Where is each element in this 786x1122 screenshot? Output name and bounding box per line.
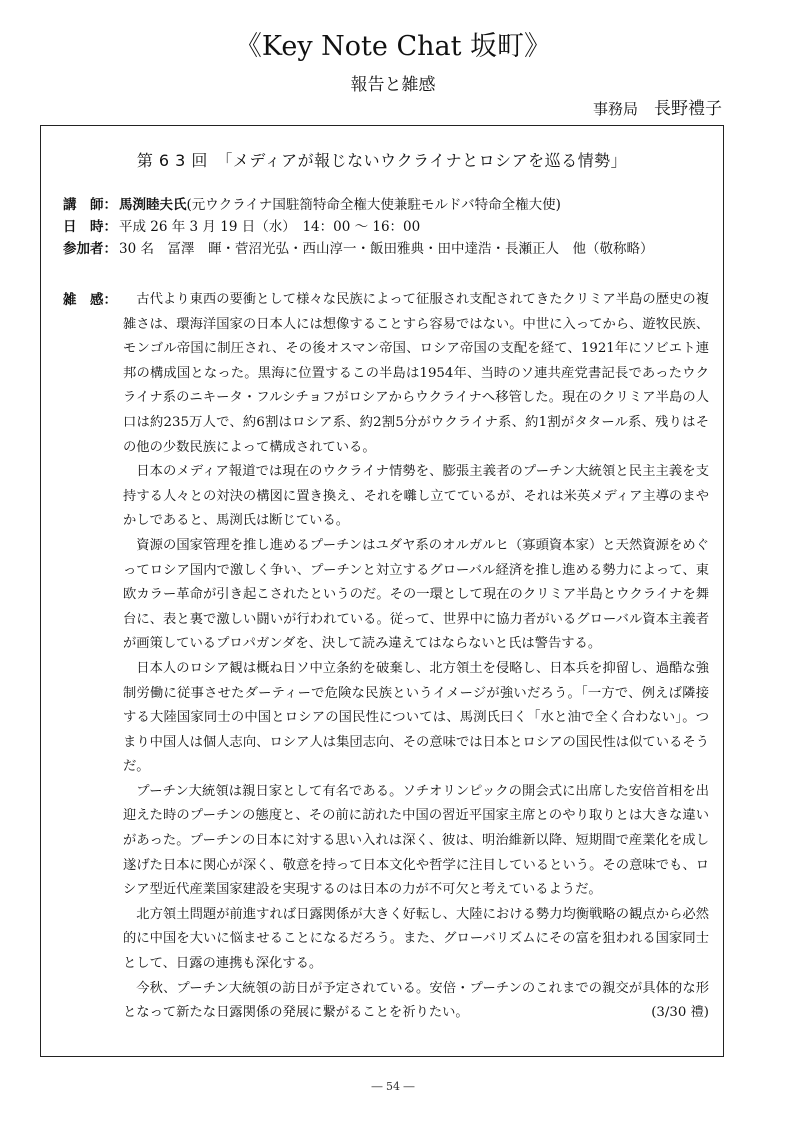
impressions-section (63, 288, 709, 1026)
lecturer-detail: (元ウクライナ国駐箚特命全権大使兼駐モルドバ特命全権大使) (186, 197, 561, 213)
paragraph: プーチン大統領は親日家として有名である。ソチオリンピックの開会式に出席した安倍首相を出迎えた時のプーチンの態度と、その前に訪れた中国の習近平国家主席とのやり取りとは大きな違いがあった。プーチンの日本に対する思い入れは深く、彼は、明治維新以降、短期間で産業化を成し遂げた日本に関心が深く、敬意を持って日本文化や哲学に注目しているという。その意味でも、ロシア型近代産業国家建設を実現するのは日本の力が不可欠と考えているようだ。 (123, 783, 709, 898)
info-section (63, 194, 709, 260)
paragraph: 古代より東西の要衝として様々な民族によって征服され支配されてきたクリミア半島の歴史の複雑さは、環海洋国家の日本人には想像することすら容易ではない。中世に入ってから、遊牧民族、モンゴル帝国に制圧され、その後オスマン帝国、ロシア帝国の支配を経て、1921年にソビエト連邦の構成国となった。黒海に位置するこの半島は1954年、当時のソ連共産党書記長であったウクライナ系のニキータ・フルシチョフがロシアからウクライナへ移管した。現在のクリミア半島の人口は約235万人で、約6割はロシア系、約2割5分がウクライナ系、約1割がタタール系、残りはその他の少数民族によって構成されている。 (123, 292, 709, 455)
report-title: 第 6 3 回 「メディアが報じないウクライナとロシアを巡る情勢」 (136, 151, 628, 170)
page-title: 《Key Note Chat 坂町》 (234, 31, 552, 62)
paragraph: 北方領土問題が前進すれば日露関係が大きく好転し、大陸における勢力均衡戦略の観点から必然的に中国を大いに悩ませることになるだろう。また、グローバリズムにその富を狙われる国家同士として、日露の連携も深化する。 (123, 906, 709, 972)
impressions-text (123, 288, 709, 1026)
paragraph: 日本人のロシア観は概ね日ソ中立条約を破棄し、北方領土を侵略し、日本兵を抑留し、過酷な強制労働に従事させたダーティーで危険な民族というイメージが強いだろう。「一方で、例えば隣接する大陸国家同士の中国とロシアの国民性については、馬渕氏曰く「水と油で全く合わない」。つまり中国人は個人志向、ロシア人は集団志向、その意味では日本とロシアの国民性は似ているそうだ。 (123, 660, 709, 775)
report-box (40, 125, 724, 1057)
impressions-label: 雑 感： (63, 292, 117, 308)
paragraph: 資源の国家管理を推し進めるプーチンはユダヤ系のオルガルヒ（寡頭資本家）と天然資源をめぐってロシア国内で激しく争い、プーチンと対立するグローバル経済を推し進める勢力によって、東欧カラー革命が引き起こされたというのだ。その一環として現在のクリミア半島とウクライナを舞台に、表と裏で激しい闘いが行われている。従って、世界中に協力者がいるグローバル資本主義者が画策しているプロパガンダを、決して読み違えてはならないと氏は警告する。 (123, 537, 709, 652)
author-name: 長野禮子 (654, 99, 722, 119)
date-row (63, 216, 709, 238)
paragraph-last: 今秋、プーチン大統領の訪日が予定されている。安倍・プーチンのこれまでの親交が具体的な形となって新たな日露関係の発展に繋がることを祈りたい。 (3/30 禮) (123, 977, 709, 1026)
attendees-row (63, 238, 709, 260)
paragraph: 日本のメディア報道では現在のウクライナ情勢を、膨張主義者のプーチン大統領と民主主義を支持する人々との対決の構図に置き換え、それを囃し立てているが、それは米英メディア主導のまやかしであると、馬渕氏は断じている。 (123, 464, 709, 529)
signature: (3/30 禮) (651, 1005, 709, 1021)
page-number: ― 54 ― (371, 1080, 415, 1093)
lecturer-row (63, 194, 709, 216)
author-line (593, 94, 722, 119)
attendees-value: 30 名 冨澤 暉・菅沼光弘・西山淳一・飯田雅典・田中達浩・長瀬正人 他（敬称略） (119, 241, 654, 257)
lecturer-label: 講 師： (63, 197, 117, 213)
attendees-label: 参加者： (63, 241, 117, 257)
lecturer-name: 馬渕睦夫氏 (119, 197, 187, 213)
author-org: 事務局 (592, 100, 638, 118)
date-label: 日 時： (63, 219, 117, 235)
date-value: 平成 26 年 3 月 19 日（水） 14：00 〜 16：00 (119, 219, 421, 235)
page-subtitle: 報告と雑感 (350, 75, 436, 95)
